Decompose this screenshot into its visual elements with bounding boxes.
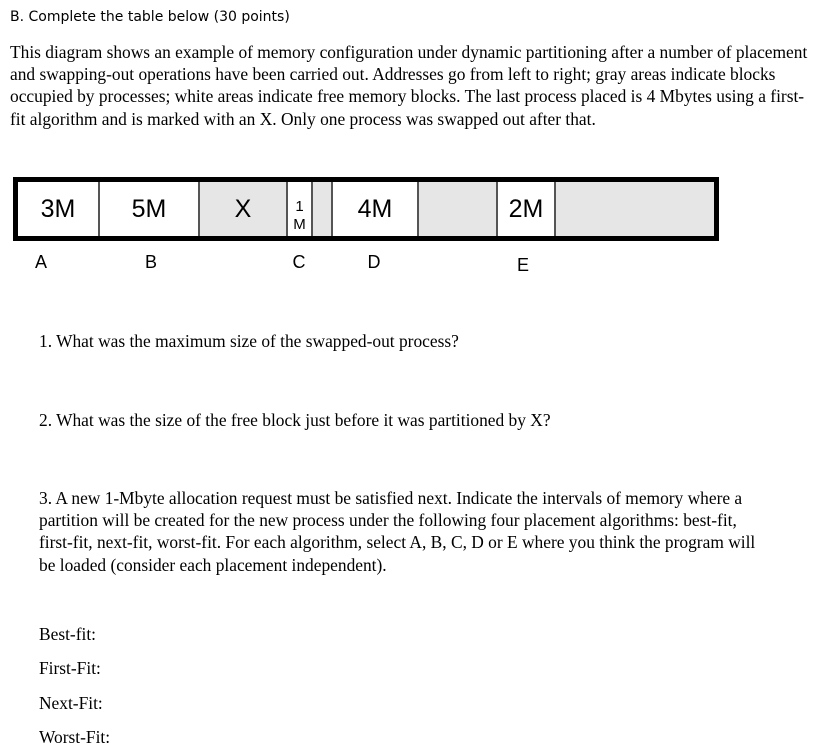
segment-label-b: B — [144, 252, 158, 272]
segment-label-d: D — [367, 252, 381, 272]
segment-label-e: E — [516, 255, 530, 275]
free-block-c-size-bottom: M — [293, 216, 306, 233]
question-2: 2. What was the size of the free block just before it was partitioned by X? — [39, 410, 551, 430]
occupied-block-3 — [419, 182, 498, 236]
answer-best-fit: Best-fit: — [39, 624, 96, 644]
free-block-c — [288, 182, 313, 236]
free-block-d: 4M — [333, 182, 419, 236]
answer-next-fit: Next-Fit: — [39, 693, 103, 713]
free-block-c-size-top: 1 — [295, 198, 304, 215]
occupied-block-2 — [313, 182, 333, 236]
memory-diagram — [13, 177, 719, 241]
process-x-block: X — [200, 182, 288, 236]
section-heading: B. Complete the table below (30 points) — [10, 9, 290, 25]
free-block-b: 5M — [100, 182, 200, 236]
occupied-block-4 — [556, 182, 714, 236]
question-1: 1. What was the maximum size of the swapped-out process? — [39, 331, 459, 351]
answer-first-fit: First-Fit: — [39, 658, 101, 678]
free-block-e: 2M — [498, 182, 556, 236]
answer-worst-fit: Worst-Fit: — [39, 727, 111, 747]
question-3: 3. A new 1-Mbyte allocation request must be satisfied next. Indicate the intervals of memory where a partition will be created for the new process under the following four placement algorithms: best-fit, first-fit, next-fit, worst-fit. For each algorithm, select A, B, C, D or E where you think the program will be loaded (consider each placement independent). — [39, 488, 756, 575]
intro-paragraph: This diagram shows an example of memory configuration under dynamic partitioning after a number of placement and swapping-out operations have been carried out. Addresses go from left to right; gray areas indicate blocks occupied by processes; white areas indicate free memory blocks. The last process placed is 4 Mbytes using a first-fit algorithm and is marked with an X. Only one process was swapped out after that. — [10, 42, 808, 129]
segment-label-a: A — [34, 252, 48, 272]
free-block-a: 3M — [18, 182, 100, 236]
segment-label-c: C — [292, 252, 306, 272]
